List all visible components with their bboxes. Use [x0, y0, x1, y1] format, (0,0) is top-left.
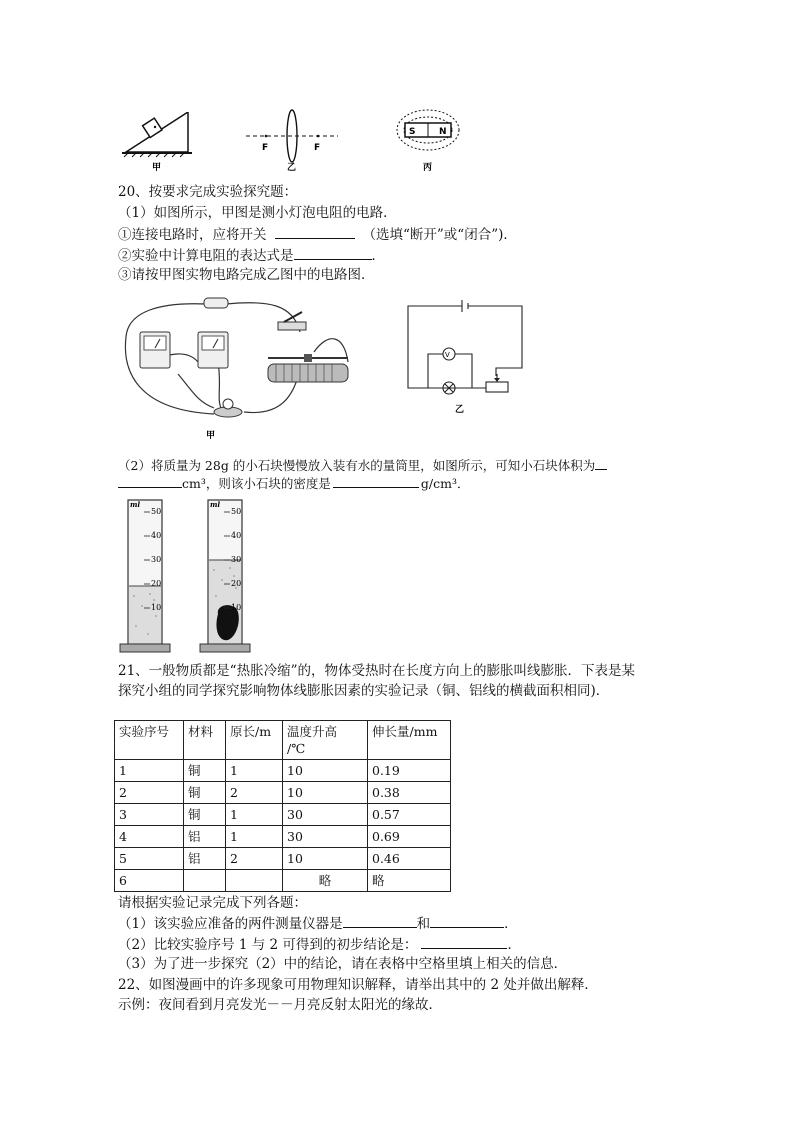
cell: 0.69 — [368, 826, 451, 848]
cyl2-tick-40: 40 — [231, 531, 242, 540]
cell: 铝 — [184, 848, 226, 870]
cell: 3 — [115, 804, 184, 826]
cyl1-tick-20: 20 — [151, 579, 162, 588]
magnet-n-label: N — [439, 127, 447, 137]
cyl2-tick-20: 20 — [231, 579, 242, 588]
q20-title: 20、按要求完成实验探究题： — [118, 184, 298, 200]
q21-sub1 — [118, 914, 518, 933]
expansion-record-table — [114, 720, 451, 892]
header-trial-no: 实验序号 — [115, 721, 184, 760]
cell: 0.46 — [368, 848, 451, 870]
table-row — [115, 826, 451, 848]
resistance-formula-blank[interactable] — [294, 246, 372, 260]
cell: 0.19 — [368, 760, 451, 782]
figure-magnet — [393, 106, 463, 174]
table-row — [115, 782, 451, 804]
cell: 铝 — [184, 826, 226, 848]
q21-sub1-and: 和 — [416, 916, 431, 932]
conclusion-blank[interactable] — [421, 935, 507, 949]
q20-item2-end: ． — [371, 248, 385, 264]
fig-yi-circuit-caption: 乙 — [455, 405, 465, 415]
cyl1-tick-10: 10 — [151, 603, 162, 612]
table-row — [115, 848, 451, 870]
focus-left-label: F — [262, 143, 269, 153]
cell: 10 — [283, 782, 368, 804]
cylinder-before — [120, 500, 170, 652]
cylinder1-unit: ml — [130, 500, 141, 509]
q20-part2-line1 — [118, 456, 607, 475]
q20-item2-text: ②实验中计算电阻的表达式是 — [118, 248, 294, 264]
switch-icon — [278, 312, 306, 330]
q21-sub1-text: （1）该实验应准备的两件测量仪器是 — [118, 916, 343, 932]
cyl2-tick-50: 50 — [231, 507, 242, 516]
cell: 2 — [226, 848, 283, 870]
table-row — [115, 870, 451, 892]
cell: 1 — [115, 760, 184, 782]
q21-prompt: 请根据实验记录完成下列各题： — [118, 895, 307, 911]
stone-volume-blank[interactable] — [118, 474, 182, 488]
q20-part1-intro: （1）如图所示，甲图是测小灯泡电阻的电路． — [118, 205, 397, 221]
q20-item1-text: ①连接电路时，应将开关 — [118, 227, 267, 243]
ammeter-icon — [140, 332, 170, 368]
figure-graduated-cylinders — [118, 496, 258, 656]
figure-incline — [118, 112, 198, 174]
cyl1-tick-50: 50 — [151, 507, 162, 516]
fig-yi-caption: 乙 — [287, 163, 297, 173]
cell: 2 — [226, 782, 283, 804]
cell: 0.57 — [368, 804, 451, 826]
header-temp-rise — [283, 721, 368, 760]
cylinder2-unit: ml — [210, 500, 221, 509]
rheostat-icon — [268, 354, 348, 382]
focus-right-label: F — [314, 143, 321, 153]
cell: 铜 — [184, 760, 226, 782]
cell: 铜 — [184, 804, 226, 826]
cyl2-tick-10: 10 — [231, 603, 242, 612]
cell: 6 — [115, 870, 184, 892]
q21-intro-line1: 21、一般物质都是“热胀冷缩”的，物体受热时在长度方向上的膨胀叫线膨胀．下表是某 — [118, 663, 635, 679]
fig-jia-circuit-caption: 甲 — [206, 431, 216, 441]
q21-sub2-end: ． — [507, 937, 521, 953]
q20-part2-unit2: g/cm³． — [420, 476, 470, 491]
cell: 1 — [226, 760, 283, 782]
instrument2-blank[interactable] — [430, 914, 504, 928]
volume-blank-start — [595, 456, 607, 470]
cell: 铜 — [184, 782, 226, 804]
q22-line1: 22、如图漫画中的许多现象可用物理知识解释，请举出其中的 2 处并做出解释． — [118, 977, 598, 993]
q22-example: 示例：夜间看到月亮发光－－月亮反射太阳光的缘故． — [118, 997, 442, 1013]
table-row — [115, 760, 451, 782]
cylinder-after — [200, 500, 250, 652]
blank-length-cell[interactable] — [226, 870, 283, 892]
figure-lens — [242, 108, 342, 174]
cell: 2 — [115, 782, 184, 804]
q20-item2 — [118, 246, 385, 265]
header-temp-line1: 温度升高 — [287, 724, 338, 739]
svg-text:V: V — [445, 351, 450, 359]
cell: 30 — [283, 804, 368, 826]
q21-sub2 — [118, 935, 521, 954]
voltmeter-icon — [198, 332, 228, 368]
cell: 5 — [115, 848, 184, 870]
q21-sub1-end: ． — [504, 916, 518, 932]
cell: 1 — [226, 804, 283, 826]
q20-part2-text: （2）将质量为 28g 的小石块慢慢放入装有水的量筒里，如图所示，可知小石块体积为 — [118, 458, 596, 473]
q20-part2-line2 — [118, 474, 469, 493]
cell: 略 — [283, 870, 368, 892]
blank-material-cell[interactable] — [184, 870, 226, 892]
cell: 30 — [283, 826, 368, 848]
cell: 10 — [283, 848, 368, 870]
q21-sub2-text: （2）比较实验序号 1 与 2 可得到的初步结论是： — [118, 937, 418, 953]
cyl2-tick-30: 30 — [231, 555, 242, 564]
q20-item1 — [118, 225, 517, 244]
figure-physical-circuit — [118, 292, 358, 442]
header-elongation: 伸长量/mm — [368, 721, 451, 760]
cell: 4 — [115, 826, 184, 848]
q21-intro-line2: 探究小组的同学探究影响物体线膨胀因素的实验记录（铜、铝线的横截面积相同)． — [118, 683, 610, 699]
fig-bing-caption: 丙 — [423, 163, 433, 173]
cell: 略 — [368, 870, 451, 892]
magnet-s-label: S — [409, 127, 416, 137]
cyl1-tick-30: 30 — [151, 555, 162, 564]
table-row — [115, 804, 451, 826]
cell: 0.38 — [368, 782, 451, 804]
figure-circuit-diagram — [400, 296, 530, 421]
q20-item3: ③请按甲图实物电路完成乙图中的电路图． — [118, 267, 375, 283]
instrument1-blank[interactable] — [343, 914, 417, 928]
q21-sub3: （3）为了进一步探究（2）中的结论，请在表格中空格里填上相关的信息． — [118, 956, 568, 972]
q20-part2-unit1: cm³，则该小石块的密度是 — [182, 476, 331, 491]
lamp-icon — [214, 399, 242, 417]
cyl1-tick-40: 40 — [151, 531, 162, 540]
header-temp-line2: /℃ — [287, 741, 306, 756]
header-length: 原长/m — [226, 721, 283, 760]
fig-jia-caption: 甲 — [152, 163, 162, 173]
q20-item1-hint: （选填“断开”或“闭合”)． — [362, 227, 517, 243]
cell: 1 — [226, 826, 283, 848]
stone-density-blank[interactable] — [333, 474, 419, 488]
header-material: 材料 — [184, 721, 226, 760]
switch-state-blank[interactable] — [275, 225, 355, 239]
table-header-row — [115, 721, 451, 760]
cell: 10 — [283, 760, 368, 782]
